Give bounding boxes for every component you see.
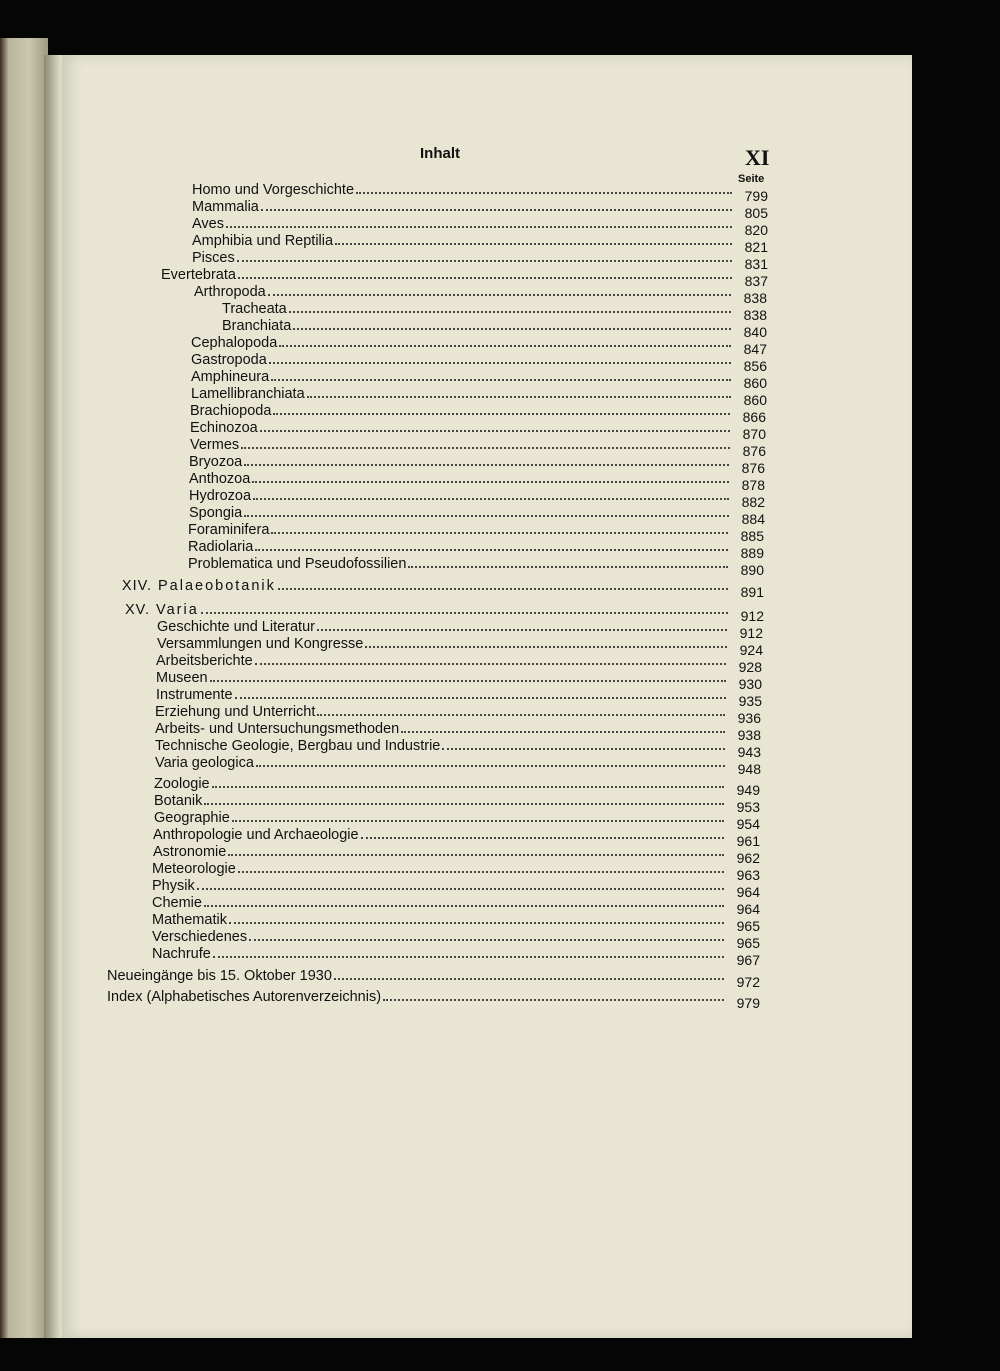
leader-dots <box>238 277 732 279</box>
toc-entry-page: 878 <box>741 477 765 493</box>
leader-dots <box>383 999 724 1001</box>
toc-entry-label: Erziehung und Unterricht <box>155 704 316 720</box>
toc-entry <box>152 910 760 934</box>
toc-entry-page: 890 <box>740 562 764 578</box>
toc-entry-label: Hydrozoa <box>189 488 252 504</box>
toc-entry <box>192 180 768 204</box>
toc-entry-page: 912 <box>740 608 764 624</box>
toc-entry-label: Spongia <box>189 505 243 521</box>
toc-entry-page: 882 <box>741 494 765 510</box>
toc-entry-label: Chemie <box>152 895 202 911</box>
toc-entry <box>152 927 760 951</box>
toc-entry-page: 930 <box>738 676 762 692</box>
toc-entry-label: Technische Geologie, Bergbau und Industrie <box>155 738 441 754</box>
toc-entry <box>188 520 764 544</box>
toc-entry-label: Geschichte und Literatur <box>157 619 315 635</box>
toc-entry <box>189 503 765 527</box>
toc-entry <box>222 316 767 340</box>
leader-dots <box>226 226 732 228</box>
toc-entry-page: 962 <box>736 850 760 866</box>
toc-entry-label: Anthropologie und Archaeologie <box>153 827 359 843</box>
toc-entry <box>194 282 767 306</box>
leader-dots <box>356 192 732 194</box>
toc-entry-page: 938 <box>737 727 761 743</box>
leader-dots <box>307 396 731 398</box>
leader-dots <box>253 498 729 500</box>
toc-entry-label: Radiolaria <box>188 539 254 555</box>
toc-entry-label: Index (Alphabetisches Autorenverzeichnis) <box>107 989 382 1005</box>
toc-entry-label: Physik <box>152 878 195 894</box>
toc-entry-page: 870 <box>742 426 766 442</box>
toc-entry <box>191 367 767 391</box>
toc-entry <box>222 299 767 323</box>
leader-dots <box>271 532 728 534</box>
toc-entry-label: Echinozoa <box>190 420 258 436</box>
leader-dots <box>244 515 729 517</box>
leader-dots <box>232 820 724 822</box>
leader-dots <box>237 260 732 262</box>
toc-entry-page: 820 <box>744 222 768 238</box>
toc-entry-label: Lamellibranchiata <box>191 386 305 402</box>
toc-entry-label: Zoologie <box>154 776 210 792</box>
leader-dots <box>401 731 725 733</box>
toc-entry-label: Geographie <box>154 810 230 826</box>
toc-entry-page: 821 <box>744 239 768 255</box>
toc-entry <box>191 350 767 374</box>
toc-entry <box>191 384 767 408</box>
leader-dots <box>197 888 724 890</box>
toc-entry-page: 964 <box>736 901 760 917</box>
toc-section <box>100 600 764 624</box>
toc-entry <box>157 634 763 658</box>
toc-entry-label: Museen <box>156 670 208 686</box>
leader-dots <box>204 803 724 805</box>
leader-dots <box>249 939 724 941</box>
toc-entry-page: 967 <box>736 952 760 968</box>
toc-entry-label: Verschiedenes <box>152 929 248 945</box>
toc-entry-page: 972 <box>736 974 760 990</box>
toc-entry-label: Meteorologie <box>152 861 236 877</box>
leader-dots <box>201 612 728 614</box>
leader-dots <box>260 430 730 432</box>
leader-dots <box>261 209 732 211</box>
leader-dots <box>212 786 724 788</box>
toc-entry <box>107 966 760 990</box>
toc-entry-label: Mammalia <box>192 199 259 215</box>
leader-dots <box>361 837 724 839</box>
toc-entry <box>189 452 765 476</box>
toc-section-label: Varia <box>156 602 199 618</box>
toc-entry-page: 805 <box>744 205 768 221</box>
toc-entry-page: 954 <box>736 816 760 832</box>
toc-entry-page: 961 <box>736 833 760 849</box>
toc-entry <box>190 418 766 442</box>
leader-dots <box>408 566 728 568</box>
leader-dots <box>268 294 731 296</box>
toc-entry-label: Neueingänge bis 15. Oktober 1930 <box>107 968 332 984</box>
toc-entry <box>153 842 760 866</box>
toc-entry <box>191 333 767 357</box>
toc-entry-label: Branchiata <box>222 318 292 334</box>
toc-entry <box>192 248 768 272</box>
toc-entry <box>152 893 760 917</box>
toc-section-label: Palaeobotanik <box>158 578 276 594</box>
toc-entry <box>192 197 768 221</box>
toc-entry <box>156 685 762 709</box>
toc-entry-page: 884 <box>741 511 765 527</box>
toc-entry-label: Pisces <box>192 250 235 266</box>
toc-entry-page: 885 <box>740 528 764 544</box>
toc-entry-label: Brachiopoda <box>190 403 272 419</box>
leader-dots <box>317 629 727 631</box>
toc-entry-label: Arthropoda <box>194 284 266 300</box>
toc-entry-page: 856 <box>743 358 767 374</box>
leader-dots <box>244 464 729 466</box>
toc-entry <box>192 231 768 255</box>
leader-dots <box>204 905 724 907</box>
toc-entry <box>189 469 765 493</box>
toc-entry <box>107 987 760 1011</box>
toc-entry-label: Amphibia und Reptilia <box>192 233 334 249</box>
toc-entry-label: Gastropoda <box>191 352 267 368</box>
toc-entry-page: 964 <box>736 884 760 900</box>
toc-entry <box>157 617 763 641</box>
toc-entry-page: 949 <box>736 782 760 798</box>
toc-entry-label: Varia geologica <box>155 755 254 771</box>
toc-entry <box>153 825 760 849</box>
toc-entry-label: Evertebrata <box>161 267 236 283</box>
toc-entry-label: Nachrufe <box>152 946 211 962</box>
toc-entry-page: 876 <box>741 460 765 476</box>
leader-dots <box>213 956 724 958</box>
leader-dots <box>293 328 731 330</box>
leader-dots <box>255 663 726 665</box>
toc-entry-page: 860 <box>743 392 767 408</box>
toc-entry-page: 891 <box>740 584 764 600</box>
toc-entry <box>161 265 768 289</box>
leader-dots <box>235 697 726 699</box>
toc-entry <box>192 214 768 238</box>
toc-entry-page: 936 <box>737 710 761 726</box>
leader-dots <box>256 765 725 767</box>
toc-entry-label: Botanik <box>154 793 203 809</box>
section-number: XV. <box>124 602 150 618</box>
leader-dots <box>273 413 730 415</box>
toc-entry-label: Problematica und Pseudofossilien <box>188 556 407 572</box>
toc-entry-label: Foraminifera <box>188 522 270 538</box>
toc-entry-page: 943 <box>737 744 761 760</box>
toc-entry <box>156 651 762 675</box>
toc-entry <box>152 944 760 968</box>
toc-entry <box>154 791 760 815</box>
leader-dots <box>335 243 732 245</box>
toc-entry-page: 979 <box>736 995 760 1011</box>
toc-entry <box>155 753 761 777</box>
toc-entry <box>154 774 760 798</box>
toc-entry-page: 953 <box>736 799 760 815</box>
leader-dots <box>252 481 729 483</box>
toc-entry-page: 965 <box>736 935 760 951</box>
toc-entry <box>155 719 761 743</box>
toc-entry-label: Cephalopoda <box>191 335 278 351</box>
toc-entry <box>155 736 761 760</box>
toc-entry-label: Anthozoa <box>189 471 251 487</box>
toc-entry <box>152 859 760 883</box>
toc-entry <box>152 876 760 900</box>
toc-entry <box>188 537 764 561</box>
toc-entry-page: 799 <box>744 188 768 204</box>
toc-entry-page: 876 <box>742 443 766 459</box>
toc-entry-page: 924 <box>739 642 763 658</box>
toc-entry-page: 912 <box>739 625 763 641</box>
toc-section <box>102 576 764 600</box>
toc-entry-page: 948 <box>737 761 761 777</box>
toc-entry-page: 928 <box>738 659 762 675</box>
running-head: Inhalt <box>420 145 460 162</box>
toc-entry-page: 847 <box>743 341 767 357</box>
toc-entry <box>188 554 764 578</box>
toc-entry-label: Astronomie <box>153 844 227 860</box>
leader-dots <box>278 588 728 590</box>
toc-entry <box>189 486 765 510</box>
toc-entry-page: 889 <box>740 545 764 561</box>
toc-entry-page: 838 <box>743 307 767 323</box>
toc-entry-page: 965 <box>736 918 760 934</box>
toc-entry-page: 831 <box>744 256 768 272</box>
leader-dots <box>210 680 726 682</box>
page-number: XI <box>745 145 770 170</box>
toc-entry-page: 866 <box>742 409 766 425</box>
toc-entry-page: 860 <box>743 375 767 391</box>
toc-entry-label: Arbeits- und Untersuchungsmethoden <box>155 721 400 737</box>
toc-entry-page: 837 <box>744 273 768 289</box>
leader-dots <box>365 646 727 648</box>
toc-entry <box>190 401 766 425</box>
toc-entry <box>190 435 766 459</box>
toc-entry-label: Versammlungen und Kongresse <box>157 636 364 652</box>
toc-entry-label: Vermes <box>190 437 240 453</box>
leader-dots <box>279 345 731 347</box>
toc-entry-label: Arbeitsberichte <box>156 653 253 669</box>
leader-dots <box>228 854 724 856</box>
toc-entry-label: Mathematik <box>152 912 227 928</box>
toc-entry-page: 935 <box>738 693 762 709</box>
toc-entry <box>154 808 760 832</box>
leader-dots <box>238 871 724 873</box>
toc-entry-label: Bryozoa <box>189 454 243 470</box>
leader-dots <box>442 748 725 750</box>
leader-dots <box>241 447 730 449</box>
toc-entry-page: 840 <box>743 324 767 340</box>
toc-entry-page: 963 <box>736 867 760 883</box>
toc-entry-label: Tracheata <box>222 301 287 317</box>
leader-dots <box>289 311 731 313</box>
page-column-label: Seite <box>738 173 765 185</box>
toc-entry-page: 838 <box>743 290 767 306</box>
leader-dots <box>271 379 731 381</box>
toc-entry <box>155 702 761 726</box>
leader-dots <box>334 978 724 980</box>
toc-entry-label: Instrumente <box>156 687 233 703</box>
leader-dots <box>269 362 731 364</box>
leader-dots <box>229 922 724 924</box>
toc-entry-label: Amphineura <box>191 369 270 385</box>
leader-dots <box>317 714 725 716</box>
section-number: XIV. <box>121 578 152 594</box>
leader-dots <box>255 549 728 551</box>
toc-entry-label: Aves <box>192 216 224 232</box>
toc-entry-label: Homo und Vorgeschichte <box>192 182 355 198</box>
toc-entry <box>156 668 762 692</box>
